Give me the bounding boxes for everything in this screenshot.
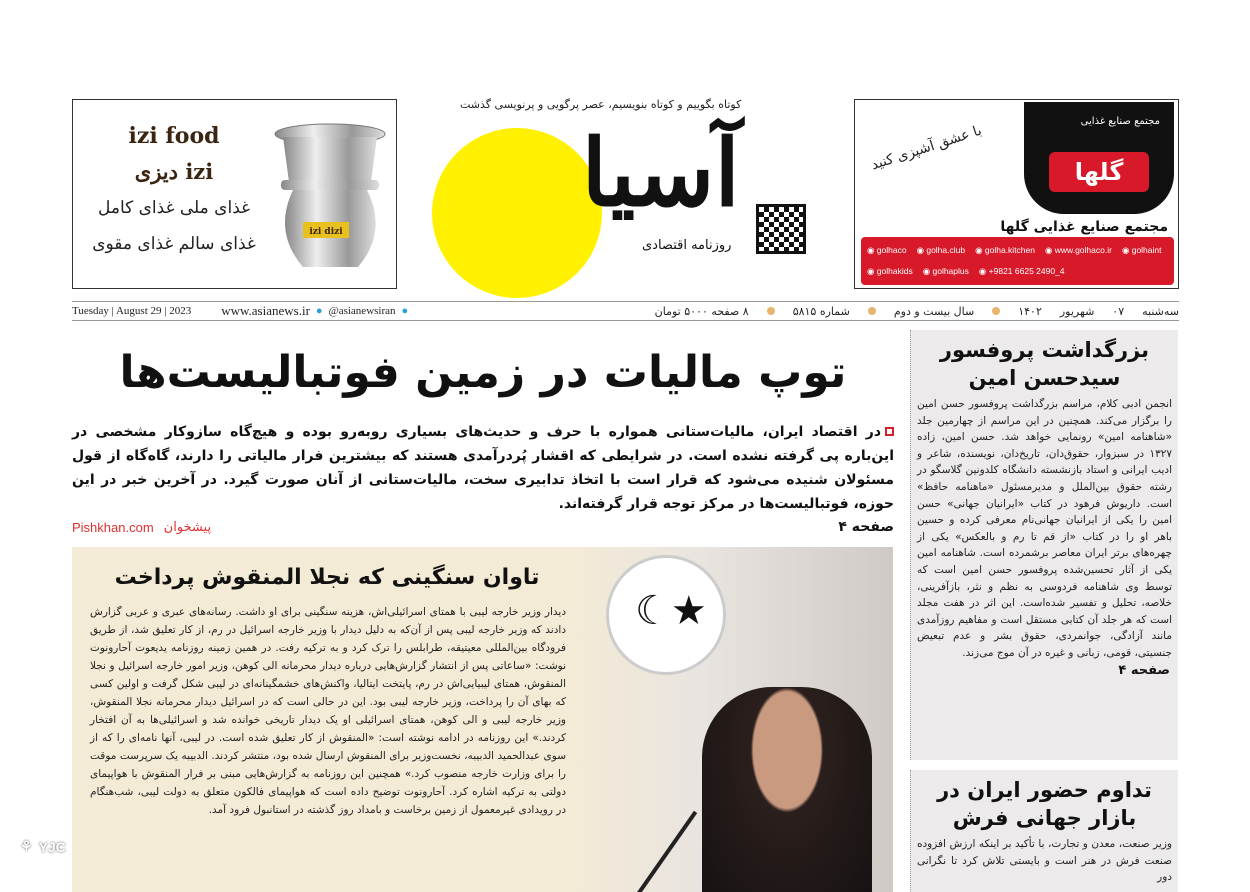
feature-title: تاوان سنگینی که نجلا المنقوش پرداخت (114, 565, 540, 590)
lead-block (72, 420, 894, 537)
dateline-bar: Tuesday | August 29 | 2023 www.asianews.ir ● @asianewsiran ● سه‌شنبه ۰۷ شهریور ۱۴۰۲ سال بیست و دوم شماره ۵۸۱۵ ۸ صفحه ۵۰۰۰ تومان (72, 301, 1179, 321)
microphone (631, 811, 697, 892)
feature-article (72, 547, 893, 892)
sidebar-title: بزرگداشت پروفسور سیدحسن امین (939, 338, 1150, 390)
masthead-motto: کوتاه بگوییم و کوتاه بنویسیم، عصر پرگویی و پرنویسی گذشت (460, 98, 742, 111)
sidebar-body: وزیر صنعت، معدن و تجارت، با تأکید بر اینکه ارزش افزوده صنعت فرش در هنر است و بایستی تلاش کرد تا نگرانی دور (917, 838, 1172, 884)
izi-food-advertisement (72, 99, 397, 289)
pishkhan-watermark: Pishkhan.com (72, 519, 154, 535)
dizi-pot-image (273, 122, 388, 272)
sidebar-article (910, 330, 1178, 760)
pishkhan-watermark-group (72, 520, 211, 535)
golha-advertisement (854, 99, 1179, 289)
yjc-logo-icon: ⚘ (20, 838, 33, 854)
separator-dot (992, 307, 1000, 315)
page-reference: صفحه ۴ (838, 519, 894, 535)
sidebar-title: تداوم حضور ایران در بازار جهانی فرش (937, 778, 1152, 830)
date-english: Tuesday | August 29 | 2023 (72, 305, 192, 317)
sidebar-article (910, 770, 1178, 892)
verified-icon: ● (401, 305, 409, 317)
social-handle: @asianewsiran (328, 305, 396, 317)
article-photo (572, 547, 893, 892)
separator-dot (868, 307, 876, 315)
yjc-watermark: ⚘ YJC (20, 838, 66, 855)
pot-label: izi dizi (309, 227, 343, 237)
ad-brand: izi food (128, 123, 220, 149)
feature-body: دیدار وزیر خارجه لیبی با همتای اسرائیلی‌اش، هزینه سنگینی برای او داشت. رسانه‌های عبری و عربی گزارش دادند که وزیر خارجه لیبی پس از آن‌که به دلیل دیدار با وزیر خارجه اسرائیل در رم، از کار تعلیق شد، از طریق فرودگاه بین‌المللی معیتیقه، طرابلس را ترک کرد و به ترکیه رفت. در همین زمینه روزنامه یدیعوت آحارونوت نوشت: «ساعاتی پس از انتشار گزارش‌هایی درباره دیدار محرمانه الی کوهن، وزیر امور خارجه اسرائیل و نجلا المنقوش، همتای لیبیایی‌اش در رم، پایتخت ایتالیا، واکنش‌های خشمگینانه‌ای در لیبی شکل گرفت و اولین کسی که بهای آن را پرداخت، وزیر خارجه لیبی بود. این در حالی است که در اسرائیل دیدار محرمانه نجلا المنقوش، وزیر خارجه لیبی و الی کوهن، همتای اسرائیلی او یک دیدار تاریخی خوانده شد و اسرائیلی‌ها به آن افتخار کردند.» این روزنامه در ادامه نوشته است: «المنقوش از کار تعلیق شده است. در لیبی، آنها نامه‌ای را که از سوی عبدالحمید الدبیبه، نخست‌وزیر برای المنقوش ارسال شده بود، منتشر کردند. الدبیبه یک سرپرست موقت را برای وزارت خارجه منصوب کرد.» همچنین این روزنامه به گزارش‌هایی مبنی بر فرار المنقوش با هواپیمای دولتی به ترکیه اشاره کرد. آحارونوت توضیح داده است که هواپیمای فالکون متعلق به دولت لیبی، شب‌هنگام در رویدادی غیرمعمول از زمین برخاست و بامداد روز گذشته در استانبول فرود آمد. (90, 606, 566, 816)
page-reference: صفحه ۴ (1118, 662, 1170, 678)
emblem-icon (606, 555, 726, 675)
telegram-icon: ● (315, 305, 323, 317)
person-photo (702, 687, 872, 892)
lead-paragraph: در اقتصاد ایران، مالیات‌ستانی همواره با حرف و حدیث‌های بسیاری روبه‌رو بوده و هیچ‌گاه سازوکار مشخصی در این‌باره پی گرفته نشده است. در شرایطی که اقشار پُردرآمدی هستند که بیشترین فرار مالیاتی را دارند، گاه‌گاه از قول مسئولان شنیده می‌شود که قرار است با اتخاذ تدابیری سخت، مالیات‌ستانی از آنان صورت گیرد. در آخرین خبر در این حوزه، فوتبالیست‌ها در مرکز توجه قرار گرفته‌اند. (72, 424, 894, 512)
main-headline: توپ مالیات در زمین فوتبالیست‌ها (119, 347, 847, 398)
ad-company-name: مجتمع صنایع غذایی گلها (1000, 219, 1168, 235)
ad-line: غذای سالم غذای مقوی (92, 234, 256, 254)
sidebar-body: انجمن ادبی کلام، مراسم بزرگداشت پروفسور حسن امین را برگزار می‌کند. همچنین در این مراسم از چهارمین جلد «شاهنامه امین» رونمایی خواهد شد. حسن امین، زاده ۱۳۲۷ در سبزوار، حقوق‌دان، تاریخ‌دان، نویسنده، شاعر و ادیب ایرانی و استاد بازنشسته دانشگاه کلدونین گلاسگو در رشته حقوق بین‌الملل و مدیرمسئول «ماهنامه حافظ» است. داریوش فرهود در کتاب «ایرانیان جهانی» حسن امین را یکی از ایرانیان جهانی‌نام معرفی کرده و حسین باهر او را در کتاب «از قم تا رم و بالعکس» یکی از چهره‌های برتر ایران معاصر برشمرده است. شاهنامه امین یکی از آثار تحسین‌شده پروفسور حسن امین است که توسط وی شاهنامه فردوسی به نظم و نثر، بازآفرینی، خلاصه، تحلیل و تفسیر شده‌است. این اثر در هفت مجلد است که هر جلد آن کتابی مستقل است و مفاهیم روزآمدی مانند آزادگی، جوانمردی، حقوق بشر و عدم تبعیض جنسیتی، قومی، زبانی و غیره در آن موج می‌زند. (917, 398, 1172, 659)
masthead-subtitle: روزنامه اقتصادی (642, 238, 732, 253)
pishkhan-watermark-fa: پیشخوان (163, 519, 212, 535)
ad-slogan: با عشق آشپزی کنید (869, 122, 984, 174)
ad-product: دیزی izi (134, 159, 214, 184)
ad-line: غذای ملی غذای کامل (97, 198, 251, 218)
bullet-square-icon (885, 427, 894, 436)
newspaper-masthead (430, 88, 830, 300)
ad-contacts: ◉ golhaco ◉ golha.club ◉ golha.kitchen ◉ www.golhaco.ir ◉ golhaint ◉ golhakids ◉ golhaplus ◉ +9821 6625 2490_4 (861, 237, 1174, 285)
qr-code-icon (756, 204, 806, 254)
website-link[interactable]: www.asianews.ir (221, 303, 310, 318)
golha-shield-logo: مجتمع صنایع غذایی گلها (1024, 102, 1174, 214)
separator-dot (767, 307, 775, 315)
newspaper-logo: آسیا (581, 119, 740, 227)
